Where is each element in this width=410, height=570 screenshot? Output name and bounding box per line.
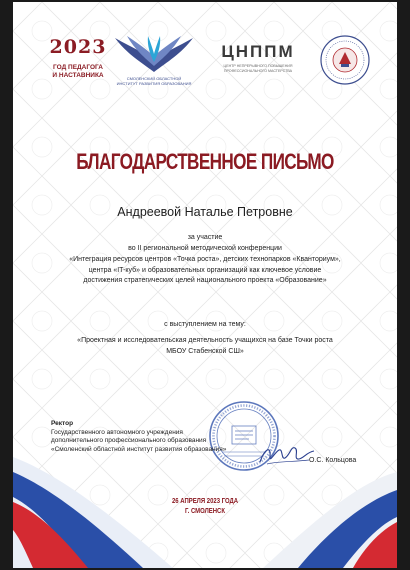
logo-year-caption: ГОД ПЕДАГОГА И НАСТАВНИКА <box>52 64 104 79</box>
round-emblem-icon <box>319 34 371 86</box>
for-label: за участие <box>187 234 223 241</box>
cnppm-caption: ЦЕНТР НЕПРЕРЫВНОГО ПОВЫШЕНИЯ ПРОФЕССИОНАЛЬНОГО МАСТЕРСТВА <box>223 64 293 73</box>
event-name: во II региональной методической конференции <box>128 244 282 252</box>
document-title: БЛАГОДАРСТВЕННОЕ ПИСЬМО <box>76 149 334 174</box>
institute-logo <box>111 32 197 88</box>
issue-city: Г. СМОЛЕНСК <box>185 508 225 515</box>
speech-topic: «Проектная и исследовательская деятельность учащихся на базе Точки роста МБОУ Стабенской СШ» <box>77 337 333 355</box>
issue-date-block <box>42 497 368 517</box>
signatory-block: Ректор Государственного автономного учреждения дополнительного профессионального образования «Смоленский областной институт развития образования» <box>51 420 227 453</box>
signatory-rank: Ректор <box>51 420 74 427</box>
cnppm-name: ЦНППМ <box>221 42 295 61</box>
wing-emblem-icon <box>111 32 197 76</box>
cnppm-logo <box>213 42 303 76</box>
issue-date: 26 АПРЕЛЯ 2023 ГОДА <box>171 498 239 505</box>
speech-label: с выступлением на тему: <box>164 321 246 328</box>
participation-block <box>13 233 397 254</box>
handwritten-signature-icon <box>257 442 317 468</box>
conference-topic: «Интеграция ресурсов центров «Точка роста», детских технопарков «Кванториум», центра «IT-куб» и образовательных организаций как ключевое условие достижения стратегических целей национального проекта «Образование» <box>69 256 341 284</box>
signer-name: О.С. Кольцова <box>309 457 357 464</box>
year-of-teacher-logo <box>43 36 113 84</box>
recipient-name: Андреевой Наталье Петровне <box>117 205 293 219</box>
logo-year-number: 2023 <box>49 36 107 58</box>
institute-logo-caption: СМОЛЕНСКИЙ ОБЛАСТНОЙ ИНСТИТУТ РАЗВИТИЯ ОБРАЗОВАНИЯ <box>116 76 192 86</box>
certificate-sheet <box>13 2 397 568</box>
